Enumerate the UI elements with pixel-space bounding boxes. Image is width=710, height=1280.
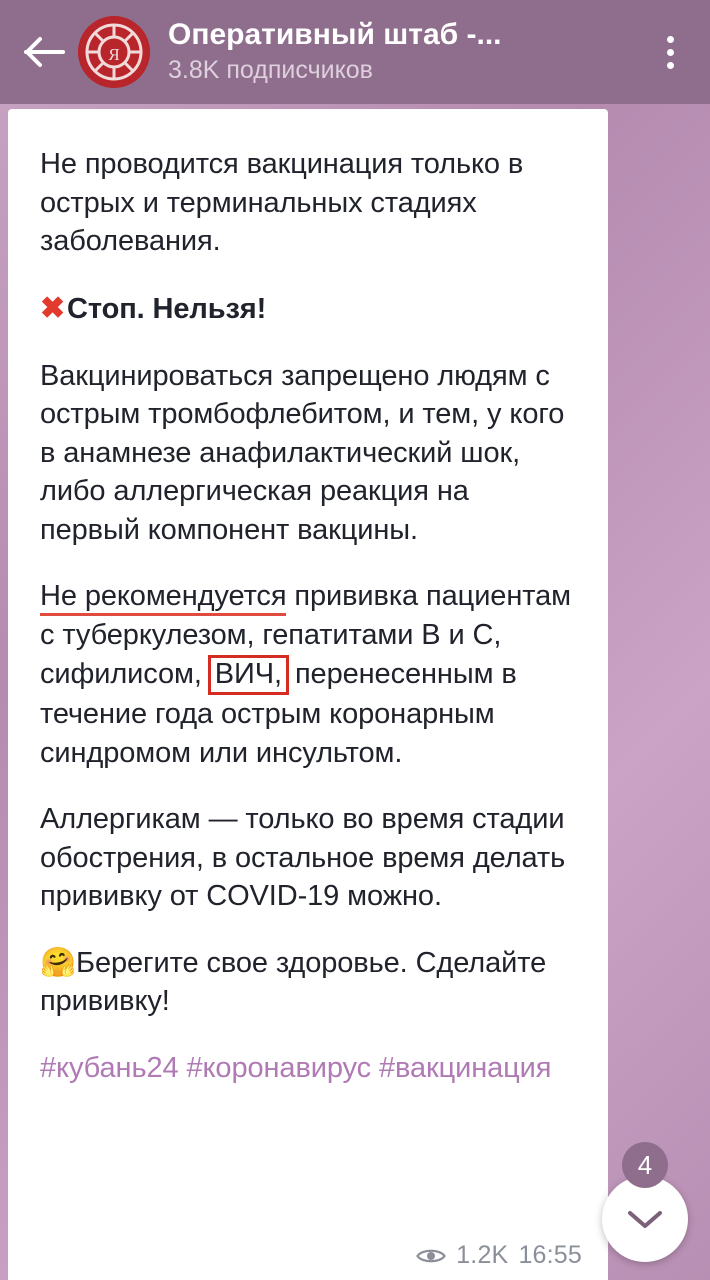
overflow-menu-icon — [667, 49, 674, 56]
message-paragraph: Не проводится вакцинация только в острых и терминальных стадиях заболевания. — [40, 148, 524, 258]
message-paragraph-stop — [40, 289, 576, 329]
message-paragraph: Аллергикам — только во время стадии обострения, в остальное время делать прививку от COVID-19 можно. — [40, 803, 566, 913]
overflow-menu-icon — [667, 62, 674, 69]
scrollbar[interactable] — [704, 244, 708, 544]
avatar[interactable] — [78, 16, 150, 88]
header-titles[interactable] — [168, 18, 648, 87]
paragraph-text-part: перенесенным в течение года острым коронарным синдромом или инсультом. — [40, 657, 517, 769]
paragraph-text-part: прививка пациентам с туберкулезом, гепатитами В и С, сифилисом, — [40, 580, 571, 690]
red-cross-icon: ✖ — [40, 291, 66, 325]
message-bubble[interactable] — [8, 109, 608, 1280]
message-time: 16:55 — [518, 1241, 582, 1269]
channel-logo-icon — [78, 16, 150, 88]
page-title: Оперативный штаб -... — [168, 17, 502, 51]
overflow-menu-icon — [667, 36, 674, 43]
chevron-down-icon — [623, 1204, 667, 1234]
hashtags[interactable]: #кубань24 #коронавирус #вакцинация — [40, 1051, 552, 1084]
message-paragraph-care — [40, 944, 576, 1021]
chat-header — [0, 0, 710, 104]
overflow-menu-button[interactable] — [648, 22, 692, 82]
eye-icon — [416, 1246, 446, 1266]
underlined-phrase: Не рекомендуется — [40, 580, 286, 616]
back-arrow-icon — [24, 35, 66, 69]
care-label: Берегите свое здоровье. Сделайте прививку! — [40, 946, 547, 1018]
message-text — [40, 145, 576, 1087]
hugging-face-icon: 🤗 — [40, 946, 77, 979]
svg-text:Я: Я — [108, 45, 120, 64]
scroll-to-bottom-button[interactable] — [602, 1149, 688, 1262]
message-paragraph-highlighted — [40, 577, 576, 772]
stop-label: Стоп. Нельзя! — [67, 292, 267, 325]
unread-badge: 4 — [622, 1142, 668, 1188]
message-paragraph: Вакцинироваться запрещено людям с острым тромбофлебитом, и тем, у кого в анамнезе анафилактический шок, либо аллергическая реакция на первый компонент вакцины. — [40, 359, 565, 546]
subscriber-count: 3.8K подписчиков — [168, 56, 373, 85]
message-meta — [416, 1241, 582, 1270]
view-count: 1.2K — [456, 1241, 509, 1269]
boxed-term: ВИЧ, — [208, 655, 289, 695]
back-button[interactable] — [18, 25, 72, 79]
chat-message-list[interactable] — [0, 104, 710, 1280]
